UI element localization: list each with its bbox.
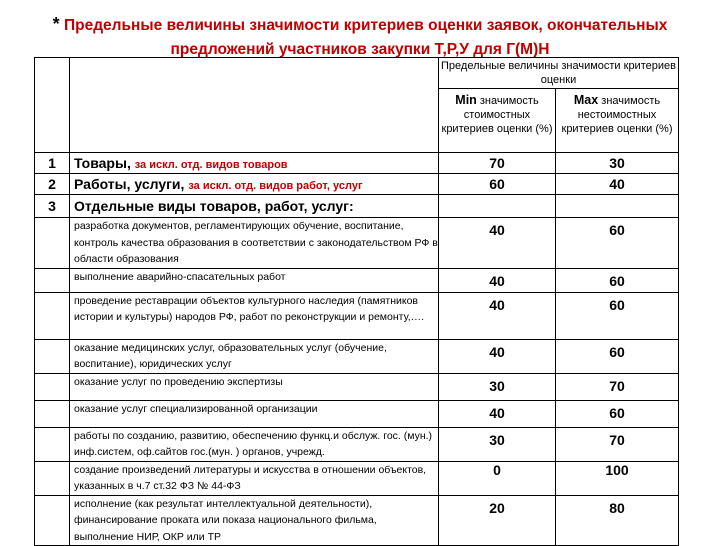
list-item — [35, 461, 679, 495]
item-num — [35, 268, 70, 292]
criteria-table — [34, 57, 679, 546]
item-num — [35, 400, 70, 427]
item-text: оказание услуг по проведению экспертизы — [70, 373, 439, 400]
row-max: 30 — [556, 153, 679, 174]
list-item — [35, 339, 679, 373]
item-max: 60 — [556, 292, 679, 339]
row-max — [556, 195, 679, 218]
item-num — [35, 339, 70, 373]
row-note: за искл. отд. видов работ, услуг — [188, 180, 363, 192]
row-label: Товары, за искл. отд. видов товаров — [70, 153, 439, 174]
item-num — [35, 292, 70, 339]
item-max: 60 — [556, 218, 679, 269]
item-num — [35, 427, 70, 461]
max-text: значимость нестоимостных критериев оценки (%) — [561, 95, 673, 135]
list-item — [35, 373, 679, 400]
max-label: Max — [573, 93, 599, 107]
item-min: 40 — [439, 292, 556, 339]
item-num — [35, 461, 70, 495]
title-line-2: предложений участников закупки Т,Р,У для Г(М)Н — [170, 41, 550, 58]
row-note: за искл. отд. видов товаров — [134, 159, 288, 171]
item-min: 40 — [439, 339, 556, 373]
title-line-1: Предельные величины значимости критериев оценки заявок, окончательных — [63, 17, 668, 34]
item-min: 40 — [439, 268, 556, 292]
item-max: 80 — [556, 495, 679, 546]
table-row — [35, 174, 679, 195]
header-max — [556, 89, 679, 153]
row-number: 2 — [35, 174, 70, 195]
item-min: 30 — [439, 427, 556, 461]
header-name-cell — [70, 58, 439, 153]
row-max: 40 — [556, 174, 679, 195]
row-min: 60 — [439, 174, 556, 195]
row-number: 3 — [35, 195, 70, 218]
item-max: 60 — [556, 268, 679, 292]
list-item — [35, 292, 679, 339]
item-text: оказание услуг специализированной организации — [70, 400, 439, 427]
item-text: оказание медицинских услуг, образовательных услуг (обучение, воспитание), юридических услуг — [70, 339, 439, 373]
min-text: значимость стоимостных критериев оценки (%) — [441, 95, 553, 135]
item-max: 60 — [556, 400, 679, 427]
asterisk: * — [52, 14, 60, 34]
item-max: 100 — [556, 461, 679, 495]
page-title — [20, 12, 700, 62]
item-max: 70 — [556, 373, 679, 400]
header-num-cell — [35, 58, 70, 153]
list-item — [35, 427, 679, 461]
item-text: проведение реставрации объектов культурного наследия (памятников истории и культуры) народов РФ, работ по реконструкции и ремонту,…. — [70, 292, 439, 339]
item-min: 40 — [439, 218, 556, 269]
table-row — [35, 153, 679, 174]
item-num — [35, 495, 70, 546]
row-label: Работы, услуги, за искл. отд. видов работ, услуг — [70, 174, 439, 195]
min-label: Min — [455, 93, 477, 107]
item-max: 60 — [556, 339, 679, 373]
item-min: 0 — [439, 461, 556, 495]
item-text: выполнение аварийно-спасательных работ — [70, 268, 439, 292]
item-text: исполнение (как результат интеллектуальной деятельности), финансирование проката или показа национального фильма, выполнение НИР, ОКР или ТР — [70, 495, 439, 546]
item-num — [35, 218, 70, 269]
row-label: Отдельные виды товаров, работ, услуг: — [70, 195, 439, 218]
item-text: разработка документов, регламентирующих обучение, воспитание, контроль качества образования в соответствии с законодательством РФ в области образования — [70, 218, 439, 269]
list-item — [35, 495, 679, 546]
item-min: 30 — [439, 373, 556, 400]
table-row — [35, 195, 679, 218]
item-min: 40 — [439, 400, 556, 427]
header-min — [439, 89, 556, 153]
item-num — [35, 373, 70, 400]
list-item — [35, 268, 679, 292]
item-min: 20 — [439, 495, 556, 546]
list-item — [35, 400, 679, 427]
item-text: создание произведений литературы и искусства в отношении объектов, указанных в ч.7 ст.32 ФЗ № 44-ФЗ — [70, 461, 439, 495]
row-min: 70 — [439, 153, 556, 174]
header-group: Предельные величины значимости критериев оценки — [439, 58, 679, 89]
item-max: 70 — [556, 427, 679, 461]
row-min — [439, 195, 556, 218]
item-text: работы по созданию, развитию, обеспечению функц.и обслуж. гос. (мун.) инф.систем, оф.сайтов гос.(мун. ) органов, учрежд. — [70, 427, 439, 461]
list-item — [35, 218, 679, 269]
row-number: 1 — [35, 153, 70, 174]
